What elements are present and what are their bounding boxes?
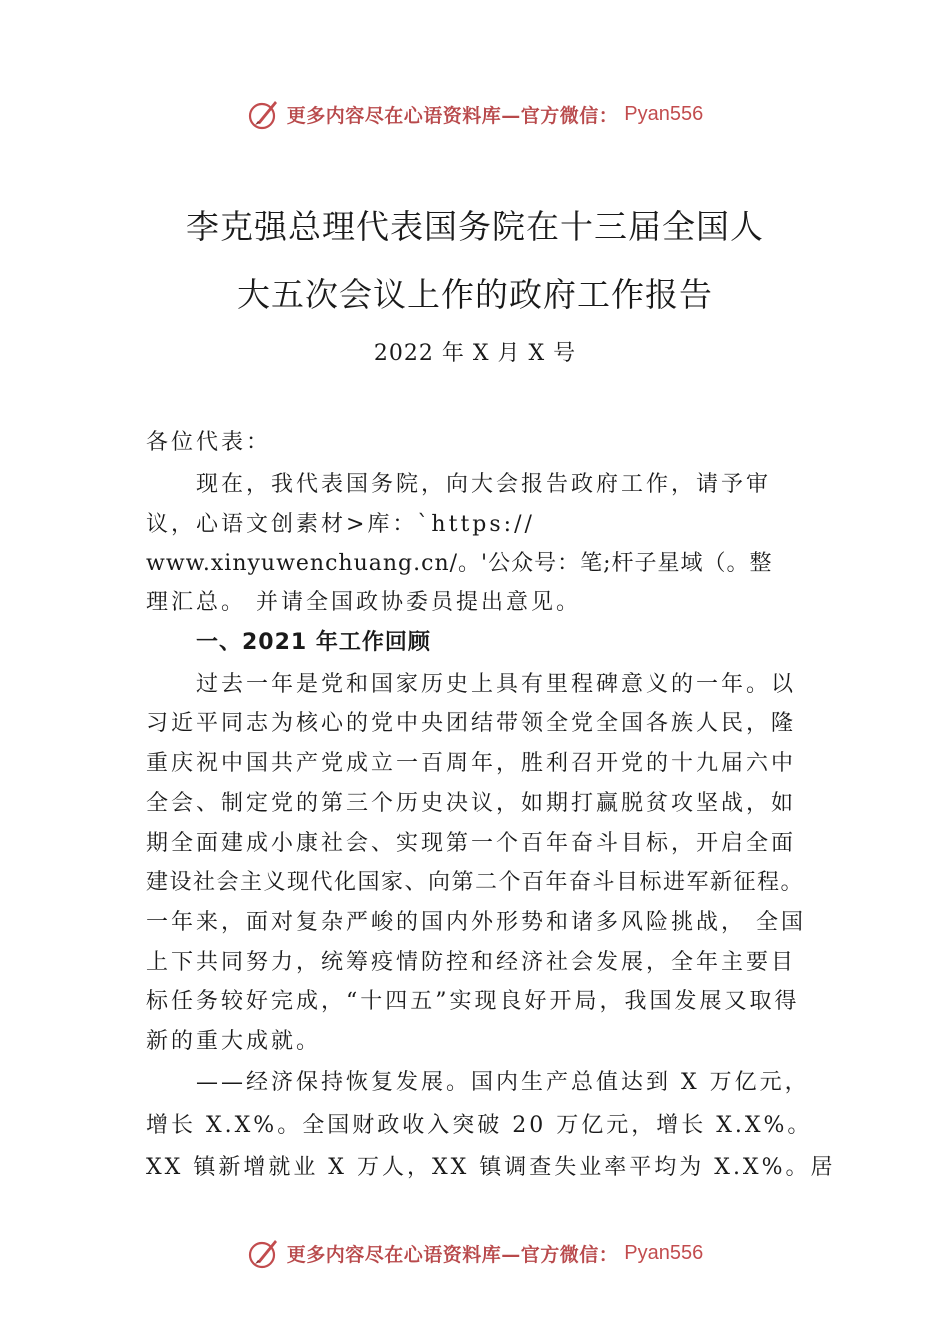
body-line: 现在，我代表国务院，向大会报告政府工作，请予审 (196, 472, 772, 497)
body-line: 理汇总。 并请全国政协委员提出意见。 (146, 590, 581, 615)
body-line: 全会、制定党的第三个历史决议，如期打赢脱贫攻坚战，如 (146, 791, 797, 816)
salutation: 各位代表： (146, 430, 272, 455)
watermark-text: 更多内容尽在心语资料库—官方微信： (286, 1243, 619, 1266)
quill-logo-icon (247, 1236, 281, 1270)
document-title-line-2: 大五次会议上作的政府工作报告 (237, 275, 713, 314)
body-line: 过去一年是党和国家历史上具有里程碑意义的一年。以 (196, 672, 797, 697)
body-line: 上下共同努力，统筹疫情防控和经济社会发展，全年主要目 (146, 950, 797, 975)
body-line: 标任务较好完成，“十四五”实现良好开局，我国发展又取得 (146, 989, 800, 1014)
body-line: 习近平同志为核心的党中央团结带领全党全国各族人民，隆 (146, 711, 797, 736)
body-line: 重庆祝中国共产党成立一百周年，胜利召开党的十九届六中 (146, 751, 797, 776)
body-line: 建设社会主义现代化国家、向第二个百年奋斗目标进军新征程。 (146, 870, 805, 895)
body-line: 议，心语文创素材>库：`https:// (146, 512, 535, 537)
body-line: ——经济保持恢复发展。国内生产总值达到 X 万亿元， (196, 1070, 810, 1095)
body-line: 新的重大成就。 (146, 1029, 322, 1054)
quill-logo-icon (247, 97, 281, 131)
body-line: 期全面建成小康社会、实现第一个百年奋斗目标，开启全面 (146, 831, 797, 856)
body-line: www.xinyuwenchuang.cn/。'公众号：笔;杆子星域（。整 (146, 551, 773, 576)
watermark-id: Pyan556 (624, 1241, 704, 1264)
body-line: 一年来，面对复杂严峻的国内外形势和诸多风险挑战， 全国 (146, 910, 806, 935)
body-line: 增长 X.X%。全国财政收入突破 20 万亿元，增长 X.X%。 (146, 1113, 813, 1138)
watermark-id: Pyan556 (624, 102, 704, 125)
body-line: XX 镇新增就业 X 万人，XX 镇调查失业率平均为 X.X%。居 (146, 1155, 836, 1180)
watermark-banner-top (0, 94, 950, 134)
watermark-text: 更多内容尽在心语资料库—官方微信： (286, 104, 619, 127)
watermark-banner-bottom (0, 1233, 950, 1273)
document-date: 2022 年 X 月 X 号 (373, 341, 577, 366)
section-heading: 一、2021 年工作回顾 (196, 630, 431, 655)
document-title-line-1: 李克强总理代表国务院在十三届全国人 (186, 207, 764, 246)
